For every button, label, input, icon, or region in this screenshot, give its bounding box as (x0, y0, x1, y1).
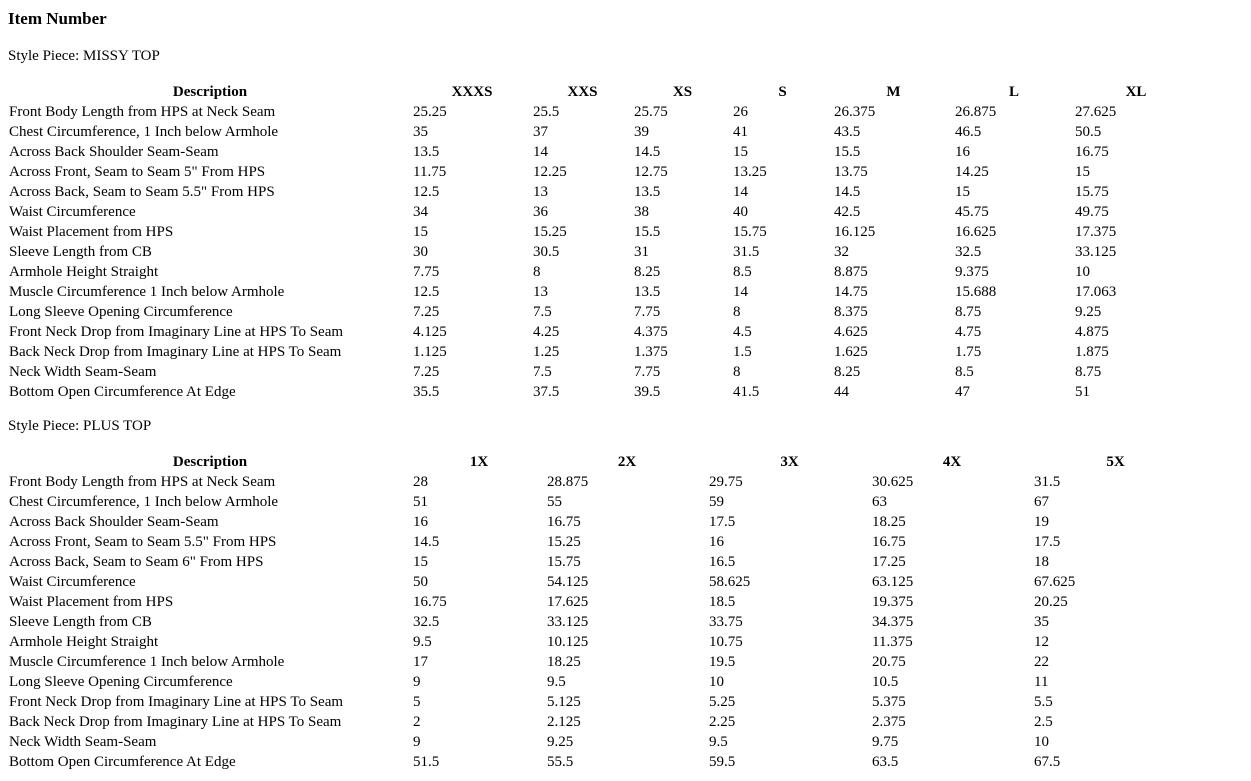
measurement-value: 14.25 (955, 164, 989, 180)
measurement-description: Front Neck Drop from Imaginary Line at HPS To Seam (9, 694, 344, 710)
measurement-value: 5.125 (547, 694, 581, 710)
measurement-value: 4.125 (413, 324, 447, 340)
column-header-size: L (1008, 84, 1019, 100)
measurement-value: 16.75 (1075, 144, 1109, 160)
measurement-value: 16 (413, 514, 428, 530)
measurement-value: 35 (1034, 614, 1049, 630)
measurement-value: 1.75 (955, 344, 982, 360)
measurement-description: Long Sleeve Opening Circumference (9, 674, 233, 690)
measurement-value: 16.5 (709, 554, 736, 570)
measurement-value: 13.75 (834, 164, 868, 180)
measurement-value: 33.75 (709, 614, 743, 630)
measurement-value: 1.375 (634, 344, 668, 360)
measurement-value: 13.5 (413, 144, 440, 160)
measurement-value: 1.25 (533, 344, 560, 360)
table-row (8, 712, 1198, 732)
table-row (8, 122, 1198, 142)
measurement-description: Waist Placement from HPS (9, 224, 174, 240)
measurement-value: 8.5 (733, 264, 752, 280)
measurement-value: 55.5 (547, 754, 574, 770)
measurement-value: 8.25 (634, 264, 661, 280)
table-row (8, 532, 1198, 552)
page-title: Item Number (8, 9, 107, 28)
measurement-value: 47 (955, 384, 970, 400)
measurement-value: 19 (1034, 514, 1049, 530)
measurement-value: 10 (1075, 264, 1090, 280)
measurement-value: 37 (533, 124, 548, 140)
measurement-value: 25.5 (533, 104, 560, 120)
measurement-value: 9 (413, 674, 421, 690)
measurement-value: 41.5 (733, 384, 760, 400)
measurement-description: Across Back Shoulder Seam-Seam (9, 144, 219, 160)
measurement-description: Waist Circumference (9, 574, 136, 590)
measurement-value: 5.5 (1034, 694, 1053, 710)
table-row (8, 612, 1198, 632)
measurement-value: 7.75 (634, 364, 661, 380)
measurement-value: 14.5 (834, 184, 861, 200)
table-row (8, 362, 1198, 382)
column-header-size: XL (1125, 84, 1147, 100)
measurement-value: 16.75 (872, 534, 906, 550)
measurement-value: 33.125 (547, 614, 589, 630)
measurement-value: 14.5 (634, 144, 661, 160)
measurement-value: 9.5 (709, 734, 728, 750)
measurement-value: 16.75 (413, 594, 447, 610)
measurement-value: 12 (1034, 634, 1049, 650)
measurement-value: 67.5 (1034, 754, 1061, 770)
measurement-description: Across Front, Seam to Seam 5" From HPS (9, 164, 266, 180)
measurement-value: 30 (413, 244, 428, 260)
measurement-value: 12.5 (413, 184, 440, 200)
measurement-value: 1.625 (834, 344, 868, 360)
measurement-value: 4.875 (1075, 324, 1109, 340)
measurement-value: 18.25 (872, 514, 906, 530)
measurement-value: 15.75 (1075, 184, 1109, 200)
table-row (8, 182, 1198, 202)
measurement-value: 63.125 (872, 574, 914, 590)
measurement-value: 17.375 (1075, 224, 1117, 240)
measurement-value: 9.75 (872, 734, 899, 750)
measurement-value: 4.375 (634, 324, 668, 340)
measurement-value: 17.5 (709, 514, 736, 530)
measurement-value: 15 (1075, 164, 1090, 180)
measurement-description: Armhole Height Straight (9, 634, 159, 650)
table-row (8, 492, 1198, 512)
measurement-value: 30.625 (872, 474, 914, 490)
table-header-row (8, 82, 1198, 102)
measurement-description: Bottom Open Circumference At Edge (9, 384, 236, 400)
table-row (8, 752, 1198, 772)
table-row (8, 692, 1198, 712)
measurement-value: 4.75 (955, 324, 982, 340)
measurement-value: 14 (733, 184, 748, 200)
measurement-value: 22 (1034, 654, 1049, 670)
measurement-value: 49.75 (1075, 204, 1109, 220)
measurement-description: Sleeve Length from CB (9, 614, 152, 630)
measurement-value: 4.5 (733, 324, 752, 340)
column-header-size: XS (672, 84, 693, 100)
measurement-value: 34.375 (872, 614, 914, 630)
measurement-description: Back Neck Drop from Imaginary Line at HPS To Seam (9, 344, 342, 360)
measurement-value: 31 (634, 244, 649, 260)
measurement-value: 35.5 (413, 384, 440, 400)
measurement-value: 17.5 (1034, 534, 1061, 550)
column-header-size: S (778, 84, 787, 100)
measurement-value: 14 (733, 284, 748, 300)
measurement-value: 13 (533, 184, 548, 200)
measurement-value: 16.75 (547, 514, 581, 530)
measurement-value: 7.25 (413, 364, 440, 380)
measurement-value: 30.5 (533, 244, 560, 260)
measurement-value: 15.5 (834, 144, 861, 160)
missy-size-table (8, 82, 1198, 402)
measurement-value: 7.5 (533, 304, 552, 320)
measurement-value: 2 (413, 714, 421, 730)
table-row (8, 512, 1198, 532)
measurement-value: 1.5 (733, 344, 752, 360)
measurement-value: 17.25 (872, 554, 906, 570)
plus-size-table (8, 452, 1198, 772)
table-header-row (8, 452, 1198, 472)
measurement-description: Neck Width Seam-Seam (9, 734, 157, 750)
measurement-value: 63 (872, 494, 887, 510)
measurement-value: 10 (1034, 734, 1049, 750)
measurement-value: 10.5 (872, 674, 899, 690)
measurement-value: 39 (634, 124, 649, 140)
column-header-size: 4X (942, 454, 962, 470)
measurement-value: 5 (413, 694, 421, 710)
measurement-value: 7.5 (533, 364, 552, 380)
table-row (8, 282, 1198, 302)
measurement-value: 28.875 (547, 474, 589, 490)
measurement-value: 51 (413, 494, 428, 510)
table-row (8, 632, 1198, 652)
measurement-value: 20.25 (1034, 594, 1068, 610)
measurement-value: 15.75 (547, 554, 581, 570)
column-header-size: 5X (1106, 454, 1125, 470)
measurement-value: 13.5 (634, 284, 661, 300)
measurement-value: 18.5 (709, 594, 736, 610)
measurement-value: 25.75 (634, 104, 668, 120)
measurement-value: 26.375 (834, 104, 876, 120)
measurement-description: Front Body Length from HPS at Neck Seam (9, 474, 276, 490)
table-row (8, 572, 1198, 592)
measurement-value: 15.75 (733, 224, 767, 240)
measurement-value: 4.25 (533, 324, 560, 340)
measurement-value: 31.5 (1034, 474, 1061, 490)
measurement-description: Muscle Circumference 1 Inch below Armhole (9, 654, 285, 670)
measurement-value: 32.5 (413, 614, 440, 630)
measurement-value: 31.5 (733, 244, 760, 260)
measurement-value: 4.625 (834, 324, 868, 340)
measurement-description: Sleeve Length from CB (9, 244, 152, 260)
measurement-description: Neck Width Seam-Seam (9, 364, 157, 380)
table-row (8, 262, 1198, 282)
measurement-value: 36 (533, 204, 548, 220)
measurement-value: 18.25 (547, 654, 581, 670)
measurement-value: 12.75 (634, 164, 668, 180)
measurement-value: 67.625 (1034, 574, 1076, 590)
measurement-value: 15.688 (955, 284, 997, 300)
measurement-value: 15.25 (533, 224, 567, 240)
measurement-value: 37.5 (533, 384, 560, 400)
measurement-value: 19.5 (709, 654, 736, 670)
measurement-value: 29.75 (709, 474, 743, 490)
measurement-value: 33.125 (1075, 244, 1117, 260)
measurement-value: 14.5 (413, 534, 440, 550)
measurement-value: 16.125 (834, 224, 876, 240)
measurement-value: 27.625 (1075, 104, 1117, 120)
measurement-value: 8.75 (1075, 364, 1102, 380)
measurement-description: Front Neck Drop from Imaginary Line at HPS To Seam (9, 324, 344, 340)
measurement-value: 8 (733, 364, 741, 380)
measurement-value: 28 (413, 474, 428, 490)
measurement-value: 35 (413, 124, 428, 140)
measurement-value: 7.25 (413, 304, 440, 320)
measurement-value: 42.5 (834, 204, 861, 220)
table-row (8, 592, 1198, 612)
measurement-value: 8.5 (955, 364, 974, 380)
measurement-value: 2.125 (547, 714, 581, 730)
table-row (8, 652, 1198, 672)
measurement-value: 1.125 (413, 344, 447, 360)
measurement-value: 11 (1034, 674, 1049, 690)
column-header-size: 3X (780, 454, 799, 470)
measurement-value: 12.5 (413, 284, 440, 300)
measurement-value: 34 (413, 204, 428, 220)
table-row (8, 322, 1198, 342)
column-header-size: XXS (567, 84, 598, 100)
measurement-value: 11.75 (413, 164, 447, 180)
table-row (8, 472, 1198, 492)
measurement-description: Front Body Length from HPS at Neck Seam (9, 104, 276, 120)
measurement-value: 15.5 (634, 224, 661, 240)
measurement-value: 40 (733, 204, 748, 220)
measurement-value: 7.75 (634, 304, 661, 320)
measurement-value: 10 (709, 674, 724, 690)
table-row (8, 302, 1198, 322)
measurement-value: 14 (533, 144, 548, 160)
measurement-value: 2.5 (1034, 714, 1053, 730)
measurement-value: 9.25 (1075, 304, 1102, 320)
measurement-value: 41 (733, 124, 748, 140)
measurement-value: 16.625 (955, 224, 997, 240)
measurement-description: Across Back, Seam to Seam 5.5" From HPS (9, 184, 275, 200)
measurement-value: 63.5 (872, 754, 899, 770)
measurement-value: 10.125 (547, 634, 589, 650)
measurement-value: 18 (1034, 554, 1049, 570)
measurement-value: 44 (834, 384, 849, 400)
measurement-value: 17.625 (547, 594, 589, 610)
measurement-description: Long Sleeve Opening Circumference (9, 304, 233, 320)
measurement-value: 26 (733, 104, 748, 120)
measurement-value: 50 (413, 574, 428, 590)
measurement-description: Waist Placement from HPS (9, 594, 174, 610)
measurement-description: Across Back Shoulder Seam-Seam (9, 514, 219, 530)
measurement-value: 1.875 (1075, 344, 1109, 360)
table-row (8, 672, 1198, 692)
measurement-value: 43.5 (834, 124, 861, 140)
measurement-value: 9.5 (413, 634, 432, 650)
measurement-value: 9 (413, 734, 421, 750)
measurement-value: 50.5 (1075, 124, 1102, 140)
table-row (8, 552, 1198, 572)
measurement-value: 46.5 (955, 124, 982, 140)
measurement-value: 2.25 (709, 714, 736, 730)
measurement-value: 9.375 (955, 264, 989, 280)
measurement-description: Across Front, Seam to Seam 5.5" From HPS (9, 534, 277, 550)
measurement-value: 25.25 (413, 104, 447, 120)
measurement-value: 17.063 (1075, 284, 1117, 300)
style-piece-plus-label: Style Piece: PLUS TOP (8, 418, 152, 434)
measurement-value: 9.5 (547, 674, 566, 690)
measurement-value: 2.375 (872, 714, 906, 730)
measurement-description: Chest Circumference, 1 Inch below Armhole (9, 494, 279, 510)
measurement-description: Back Neck Drop from Imaginary Line at HPS To Seam (9, 714, 342, 730)
measurement-value: 10.75 (709, 634, 743, 650)
measurement-value: 5.375 (872, 694, 906, 710)
table-row (8, 202, 1198, 222)
measurement-value: 8.875 (834, 264, 868, 280)
measurement-value: 15 (733, 144, 748, 160)
column-header-size: M (886, 84, 901, 100)
measurement-value: 15 (955, 184, 970, 200)
measurement-value: 12.25 (533, 164, 567, 180)
column-header-size: XXXS (451, 84, 493, 100)
measurement-value: 39.5 (634, 384, 661, 400)
measurement-value: 15.25 (547, 534, 581, 550)
measurement-value: 9.25 (547, 734, 574, 750)
measurement-value: 8.25 (834, 364, 861, 380)
measurement-value: 51 (1075, 384, 1090, 400)
measurement-value: 59.5 (709, 754, 736, 770)
measurement-value: 54.125 (547, 574, 589, 590)
column-header-size: 2X (617, 454, 637, 470)
table-row (8, 732, 1198, 752)
measurement-value: 8 (733, 304, 741, 320)
measurement-value: 67 (1034, 494, 1049, 510)
table-row (8, 242, 1198, 262)
measurement-value: 32 (834, 244, 849, 260)
measurement-description: Waist Circumference (9, 204, 136, 220)
measurement-value: 8.75 (955, 304, 982, 320)
table-row (8, 162, 1198, 182)
measurement-value: 32.5 (955, 244, 982, 260)
measurement-value: 14.75 (834, 284, 868, 300)
column-header-size: 1X (469, 454, 489, 470)
table-row (8, 342, 1198, 362)
measurement-value: 15 (413, 554, 428, 570)
measurement-value: 5.25 (709, 694, 736, 710)
measurement-description: Muscle Circumference 1 Inch below Armhole (9, 284, 285, 300)
table-row (8, 222, 1198, 242)
measurement-value: 38 (634, 204, 649, 220)
measurement-value: 51.5 (413, 754, 440, 770)
measurement-description: Chest Circumference, 1 Inch below Armhole (9, 124, 279, 140)
measurement-value: 59 (709, 494, 724, 510)
measurement-value: 17 (413, 654, 428, 670)
table-row (8, 382, 1198, 402)
measurement-value: 13.25 (733, 164, 767, 180)
table-row (8, 142, 1198, 162)
measurement-value: 26.875 (955, 104, 997, 120)
measurement-value: 19.375 (872, 594, 914, 610)
measurement-value: 13.5 (634, 184, 661, 200)
measurement-value: 13 (533, 284, 548, 300)
measurement-value: 15 (413, 224, 428, 240)
measurement-value: 55 (547, 494, 562, 510)
column-header-description: Description (172, 454, 248, 470)
measurement-description: Across Back, Seam to Seam 6" From HPS (9, 554, 264, 570)
measurement-value: 8.375 (834, 304, 868, 320)
measurement-value: 20.75 (872, 654, 906, 670)
measurement-value: 45.75 (955, 204, 989, 220)
measurement-value: 8 (533, 264, 541, 280)
measurement-description: Bottom Open Circumference At Edge (9, 754, 236, 770)
column-header-description: Description (172, 84, 248, 100)
measurement-description: Armhole Height Straight (9, 264, 159, 280)
style-piece-missy-label: Style Piece: MISSY TOP (8, 48, 160, 64)
measurement-value: 16 (709, 534, 724, 550)
measurement-value: 16 (955, 144, 970, 160)
table-row (8, 102, 1198, 122)
measurement-value: 11.375 (872, 634, 913, 650)
measurement-value: 7.75 (413, 264, 440, 280)
measurement-value: 58.625 (709, 574, 751, 590)
